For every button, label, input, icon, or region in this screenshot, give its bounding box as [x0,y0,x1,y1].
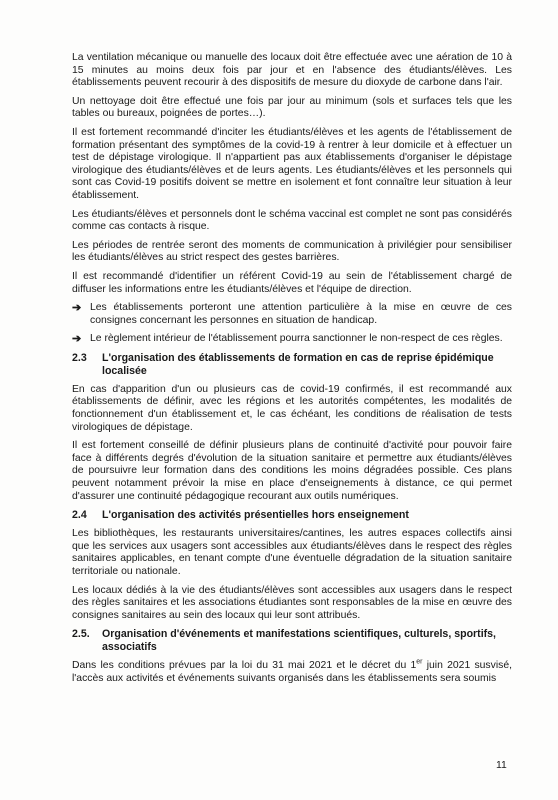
section-heading-2-5 [72,628,512,654]
paragraph-locaux-vie-etudiante: Les locaux dédiés à la vie des étudiants/élèves sont accessibles aux usagers dans le respect des règles sanitaires et les associations étudiantes sont responsables de la mise en œuvre des consignes sanitaires au sein des locaux qui leur sont attribués. [72,584,512,621]
paragraph-text-part: juin 2021 susvisé, l'accès aux activités et événements suivants organisés dans les établissements sera soumis [72,660,512,684]
paragraph-schema-vaccinal: Les étudiants/élèves et personnels dont le schéma vaccinal est complet ne sont pas considérés comme cas contacts à risque. [72,208,512,233]
section-title: L'organisation des établissements de formation en cas de reprise épidémique localisée [102,351,494,377]
bullet-text: Les établissements porteront une attention particulière à la mise en œuvre de ces consignes concernant les personnes en situation de handicap. [90,302,512,326]
bullet-text: Le règlement intérieur de l'établissement pourra sanctionner le non-respect de ces règles. [90,333,503,345]
paragraph-conditions-loi [72,660,512,685]
bullet-item [72,333,512,346]
page-number: 11 [496,760,507,771]
page-body [72,52,512,692]
paragraph-plans-continuite: Il est fortement conseillé de définir plusieurs plans de continuité d'activité pour pouvoir faire face à différents degrés d'évolution de la situation sanitaire et permettre aux étudiants/élèves de poursuivre leur formation dans des conditions les moins dégradées possible. Ces plans peuvent notamment prévoir la mise en place d'enseignements à distance, ce qui permet d'assurer une continuité pédagogique recourant aux outils numériques. [72,440,512,502]
section-number: 2.4 [72,509,87,522]
paragraph-apparition-cas: En cas d'apparition d'un ou plusieurs cas de covid-19 confirmés, il est recommandé aux établissements de définir, avec les régions et les autorités compétentes, les modalités de fonctionnement d'un établissement et, le cas échéant, les conditions de réalisation de tests virologiques de dépistage. [72,383,512,433]
paragraph-ventilation: La ventilation mécanique ou manuelle des locaux doit être effectuée avec une aération de 10 à 15 minutes au moins deux fois par jour et en l'absence des étudiants/élèves. Les établissements peuvent recourir à des dispositifs de mesure du dioxyde de carbone dans l'air. [72,52,512,89]
section-heading-2-4 [72,509,512,522]
section-heading-2-3 [72,352,512,378]
section-title: L'organisation des activités présentielles hors enseignement [102,509,409,522]
section-number: 2.3 [72,351,87,364]
paragraph-referent: Il est recommandé d'identifier un référent Covid-19 au sein de l'établissement chargé de diffuser les informations entre les étudiants/élèves et l'équipe de direction. [72,270,512,295]
arrow-right-icon: ➔ [72,333,82,346]
paragraph-symptomes: Il est fortement recommandé d'inciter les étudiants/élèves et les agents de l'établissement de formation présentant des symptômes de la covid-19 à rentrer à leur domicile et à effectuer un test de dépistage virologique. Il n'appartient pas aux établissements d'organiser le dépistage virologique des étudiants/élèves et de leurs agents. Les étudiants/élèves et les personnels qui sont cas Covid-19 positifs doivent se mettre en isolement et font connaître leur situation à leur établissement. [72,126,512,201]
paragraph-nettoyage: Un nettoyage doit être effectué une fois par jour au minimum (sols et surfaces tels que les tables ou bureaux, poignées de portes…). [72,95,512,120]
superscript: er [416,658,423,666]
section-title: Organisation d'événements et manifestations scientifiques, culturels, sportifs, associatifs [102,628,496,654]
paragraph-text-part: Dans les conditions prévues par la loi du 31 mai 2021 et le décret du 1 [72,660,417,672]
arrow-right-icon: ➔ [72,302,82,315]
paragraph-bibliotheques: Les bibliothèques, les restaurants universitaires/cantines, les autres espaces collectifs ainsi que les services aux usagers sont accessibles aux étudiants/élèves dans le respect des règles sanitaires applicables, en tenant compte d'une éventuelle dégradation de la situation sanitaire territoriale ou nationale. [72,528,512,577]
section-number: 2.5. [72,628,90,641]
bullet-item [72,302,512,327]
paragraph-rentree: Les périodes de rentrée seront des moments de communication à privilégier pour sensibiliser les étudiants/élèves au strict respect des gestes barrières. [72,239,512,264]
